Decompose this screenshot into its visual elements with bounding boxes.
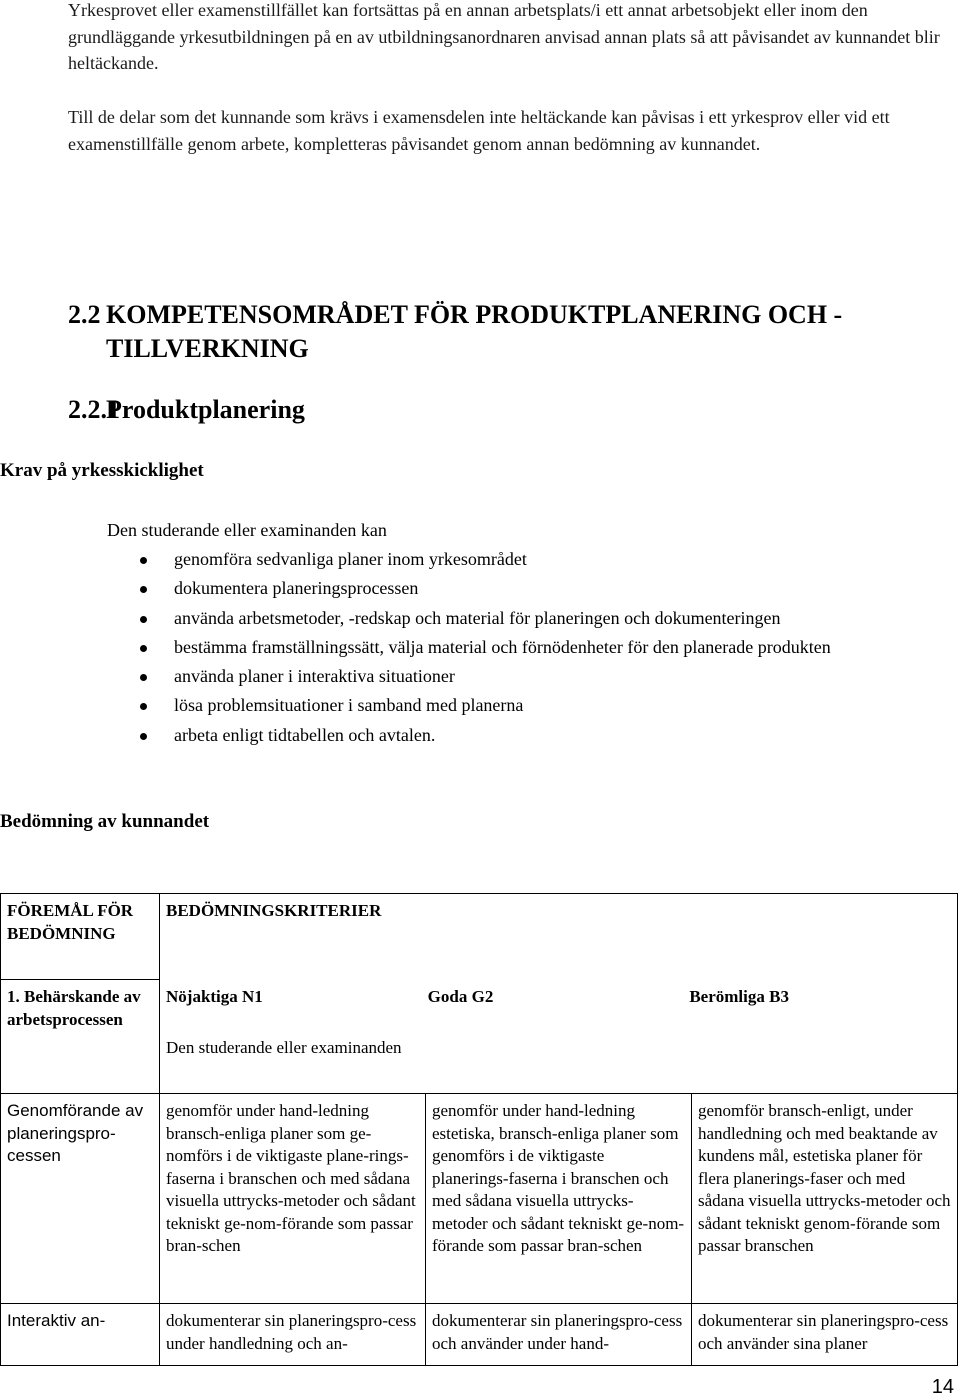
table-section-row: [1, 980, 958, 1094]
table-header-criteria: BEDÖMNINGSKRITERIER: [160, 894, 958, 980]
bullet-icon: [140, 557, 147, 564]
row-g2: dokumenterar sin planeringspro-cess och använder under hand-: [426, 1304, 692, 1366]
level-g2: Goda G2: [427, 986, 494, 1006]
supplement-paragraph: Till de delar som det kunnande som krävs i examensdelen inte heltäckande kan påvisas i ett yrkesprov eller vid ett examenstillfälle genom arbete, kompletteras påvisandet genom annan bedömning av kunnandet.: [68, 107, 890, 154]
list-item: bestämma framställningssätt, välja material och förnödenheter för den planerade produkten: [107, 633, 831, 662]
table-row: [1, 1304, 958, 1366]
section-title-cell: 1. Behärskande av arbetsprocessen: [1, 980, 160, 1094]
table-row: [1, 1094, 958, 1304]
level-b3: Berömliga B3: [689, 986, 789, 1006]
bullet-icon: [140, 703, 147, 710]
table-header-row: [1, 894, 958, 980]
list-item: genomföra sedvanliga planer inom yrkesområdet: [107, 545, 831, 574]
intro-paragraph: Yrkesprovet eller examenstillfället kan fortsättas på en annan arbetsplats/i ett annat arbetsobjekt eller inom den grundläggande yrkesutbildningen på en av utbildningsanordnaren anvisad annan plats så att påvisandet av kunnandet blir heltäckande.: [68, 0, 940, 73]
assessment-criteria-table: [0, 893, 958, 1366]
row-g2: genomför under hand-ledning estetiska, bransch-enliga planer som genomförs i de viktigaste planerings-faserna i branschen och med sådana visuella uttrycks-metoder och sådant tekniskt ge-nom-förande som passar bran-schen: [426, 1094, 692, 1304]
bullet-icon: [140, 645, 147, 652]
levels-cell: [160, 980, 958, 1094]
row-b3: genomför bransch-enligt, under handledning och med beaktande av kundens mål, estetiska planer för flera planerings-faser och med sådana visuella uttrycks-metoder och sådant tekniskt genom-förande som passar branschen: [692, 1094, 958, 1304]
table-header-target: FÖREMÅL FÖR BEDÖMNING: [1, 894, 160, 980]
list-item: dokumentera planeringsprocessen: [107, 574, 831, 603]
subsection-number: 2.2.1: [68, 395, 120, 424]
row-target: Interaktiv an-: [1, 1304, 160, 1366]
assessment-heading: Bedömning av kunnandet: [0, 811, 210, 832]
requirements-list: [107, 545, 831, 750]
requirements-intro: Den studerande eller examinanden kan: [107, 520, 387, 540]
row-n1: dokumenterar sin planeringspro-cess under handledning och an-: [160, 1304, 426, 1366]
bullet-icon: [140, 733, 147, 740]
bullet-icon: [140, 616, 147, 623]
subsection-title: Produktplanering: [106, 395, 305, 424]
section-heading: [68, 298, 948, 366]
row-target: Genomförande av planeringspro-cessen: [1, 1094, 160, 1304]
bullet-icon: [140, 586, 147, 593]
page-number: 14: [931, 1376, 954, 1398]
level-n1: Nöjaktiga N1: [166, 986, 263, 1006]
requirements-heading: Krav på yrkesskicklighet: [0, 460, 204, 481]
section-number: 2.2: [68, 300, 101, 329]
section-title: KOMPETENSOMRÅDET FÖR PRODUKTPLANERING OCH - TILLVERKNING: [106, 300, 843, 363]
list-item: använda arbetsmetoder, -redskap och material för planeringen och dokumenteringen: [107, 604, 831, 633]
subject-line: Den studerande eller examinanden: [166, 1038, 402, 1057]
list-item: arbeta enligt tidtabellen och avtalen.: [107, 721, 831, 750]
list-item: använda planer i interaktiva situationer: [107, 662, 831, 691]
subsection-heading: [68, 393, 305, 427]
list-item: lösa problemsituationer i samband med planerna: [107, 691, 831, 720]
bullet-icon: [140, 674, 147, 681]
row-b3: dokumenterar sin planeringspro-cess och använder sina planer: [692, 1304, 958, 1366]
row-n1: genomför under hand-ledning bransch-enliga planer som ge-nomförs i de viktigaste plane-rings-faserna i branschen och med sådana visuella uttrycks-metoder och sådant tekniskt ge-nom-förande som passar bran-schen: [160, 1094, 426, 1304]
